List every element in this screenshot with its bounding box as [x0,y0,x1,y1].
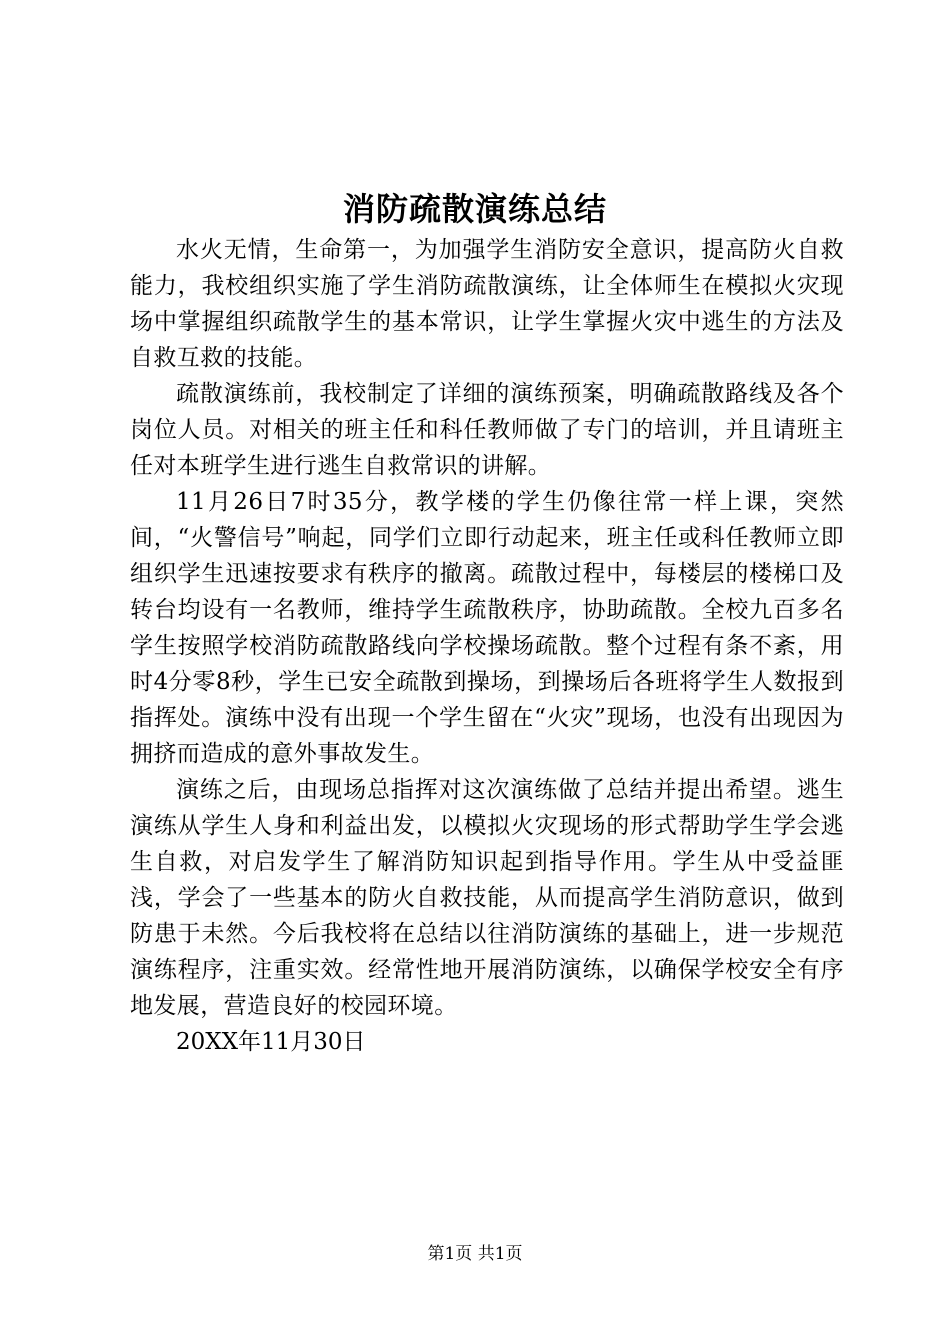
paragraph-drill-process: 11月26日7时35分，教学楼的学生仍像往常一样上课，突然间，“火警信号”响起，同学们立即行动起来，班主任或科任教师立即组织学生迅速按要求有秩序的撤离。疏散过程中，每楼层的楼梯口及转台均设有一名教师，维持学生疏散秩序，协助疏散。全校九百多名学生按照学校消防疏散路线向学校操场疏散。整个过程有条不紊，用时4分零8秒，学生已安全疏散到操场，到操场后各班将学生人数报到指挥处。演练中没有出现一个学生留在“火灾”现场，也没有出现因为拥挤而造成的意外事故发生。 [130,489,844,767]
paragraph-intro: 水火无情，生命第一，为加强学生消防安全意识，提高防火自救能力，我校组织实施了学生消防疏散演练，让全体师生在模拟火灾现场中掌握组织疏散学生的基本常识，让学生掌握火灾中逃生的方法及自救互救的技能。 [130,237,844,371]
document-title: 消防疏散演练总结 [342,190,607,228]
document-body [130,232,844,1060]
paragraph-preparation: 疏散演练前，我校制定了详细的演练预案，明确疏散路线及各个岗位人员。对相关的班主任和科任教师做了专门的培训，并且请班主任对本班学生进行逃生自救常识的讲解。 [130,381,844,479]
document-date: 20XX年11月30日 [176,1029,366,1055]
page-footer: 第1页 共1页 [427,1244,523,1264]
paragraph-summary: 演练之后，由现场总指挥对这次演练做了总结并提出希望。逃生演练从学生人身和利益出发，以模拟火灾现场的形式帮助学生学会逃生自救，对启发学生了解消防知识起到指导作用。学生从中受益匪浅，学会了一些基本的防火自救技能，从而提高学生消防意识，做到防患于未然。今后我校将在总结以往消防演练的基础上，进一步规范演练程序，注重实效。经常性地开展消防演练，以确保学校安全有序地发展，营造良好的校园环境。 [130,777,844,1019]
